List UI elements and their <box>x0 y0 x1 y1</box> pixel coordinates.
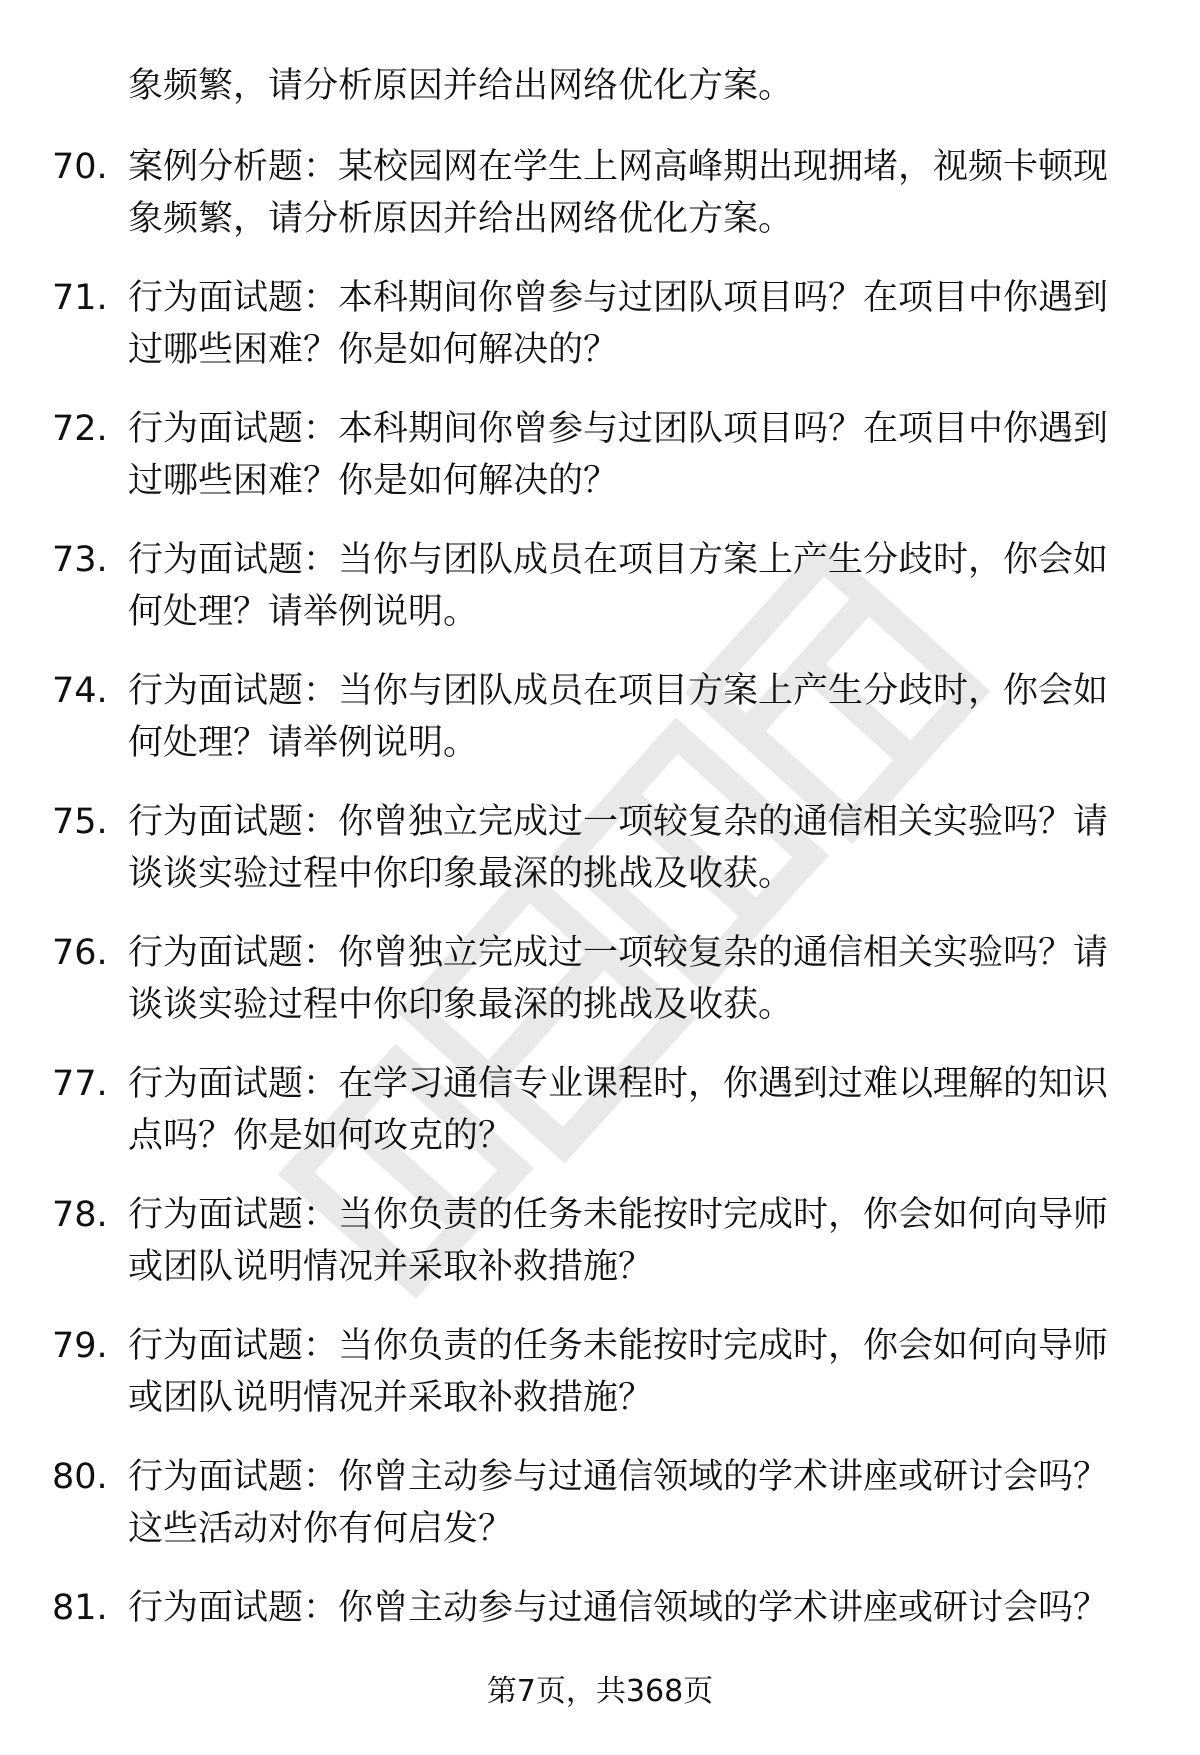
question-text: 行为面试题：你曾独立完成过一项较复杂的通信相关实验吗？请谈谈实验过程中你印象最深的挑战及收获。 <box>128 933 1109 1025</box>
question-number: 74. <box>52 671 108 711</box>
list-item <box>0 1189 1200 1320</box>
question-number: 80. <box>52 1457 108 1497</box>
question-number: 81. <box>52 1588 108 1628</box>
question-text: 行为面试题：当你负责的任务未能按时完成时，你会如何向导师或团队说明情况并采取补救措施？ <box>128 1195 1109 1287</box>
question-number: 76. <box>52 933 108 973</box>
question-text: 案例分析题：某校园网在学生上网高峰期出现拥堵，视频卡顿现象频繁，请分析原因并给出网络优化方案。 <box>128 147 1109 239</box>
list-item <box>0 534 1200 665</box>
question-number: 78. <box>52 1195 108 1235</box>
list-item <box>0 1451 1200 1582</box>
list-item <box>0 796 1200 927</box>
question-number: 72. <box>52 409 108 449</box>
question-number: 79. <box>52 1326 108 1366</box>
list-item <box>0 1058 1200 1189</box>
question-text: 行为面试题：在学习通信专业课程时，你遇到过难以理解的知识点吗？你是如何攻克的？ <box>128 1064 1109 1156</box>
list-item <box>0 665 1200 796</box>
question-number: 75. <box>52 802 108 842</box>
list-item <box>0 403 1200 534</box>
question-number: 73. <box>52 540 108 580</box>
question-text: 行为面试题：当你与团队成员在项目方案上产生分歧时，你会如何处理？请举例说明。 <box>128 540 1109 632</box>
list-item <box>0 272 1200 403</box>
question-text: 行为面试题：当你与团队成员在项目方案上产生分歧时，你会如何处理？请举例说明。 <box>128 671 1109 763</box>
page-number-footer: 第7页，共368页 <box>486 1674 714 1709</box>
list-item <box>0 927 1200 1058</box>
question-list <box>0 141 1200 1713</box>
question-text: 行为面试题：本科期间你曾参与过团队项目吗？在项目中你遇到过哪些困难？你是如何解决的？ <box>128 409 1109 501</box>
question-number: 77. <box>52 1064 108 1104</box>
question-text: 行为面试题：你曾主动参与过通信领域的学术讲座或研讨会吗？这些活动对你有何启发？ <box>128 1457 1109 1549</box>
question-text: 行为面试题：你曾主动参与过通信领域的学术讲座或研讨会吗？ <box>128 1588 1109 1628</box>
question-number: 70. <box>52 147 108 187</box>
continued-question-text: 象频繁，请分析原因并给出网络优化方案。 <box>128 66 794 106</box>
question-text: 行为面试题：当你负责的任务未能按时完成时，你会如何向导师或团队说明情况并采取补救措施？ <box>128 1326 1109 1418</box>
question-text: 行为面试题：本科期间你曾参与过团队项目吗？在项目中你遇到过哪些困难？你是如何解决的？ <box>128 278 1109 370</box>
question-number: 71. <box>52 278 108 318</box>
list-item <box>0 141 1200 272</box>
list-item <box>0 1320 1200 1451</box>
question-text: 行为面试题：你曾独立完成过一项较复杂的通信相关实验吗？请谈谈实验过程中你印象最深的挑战及收获。 <box>128 802 1109 894</box>
